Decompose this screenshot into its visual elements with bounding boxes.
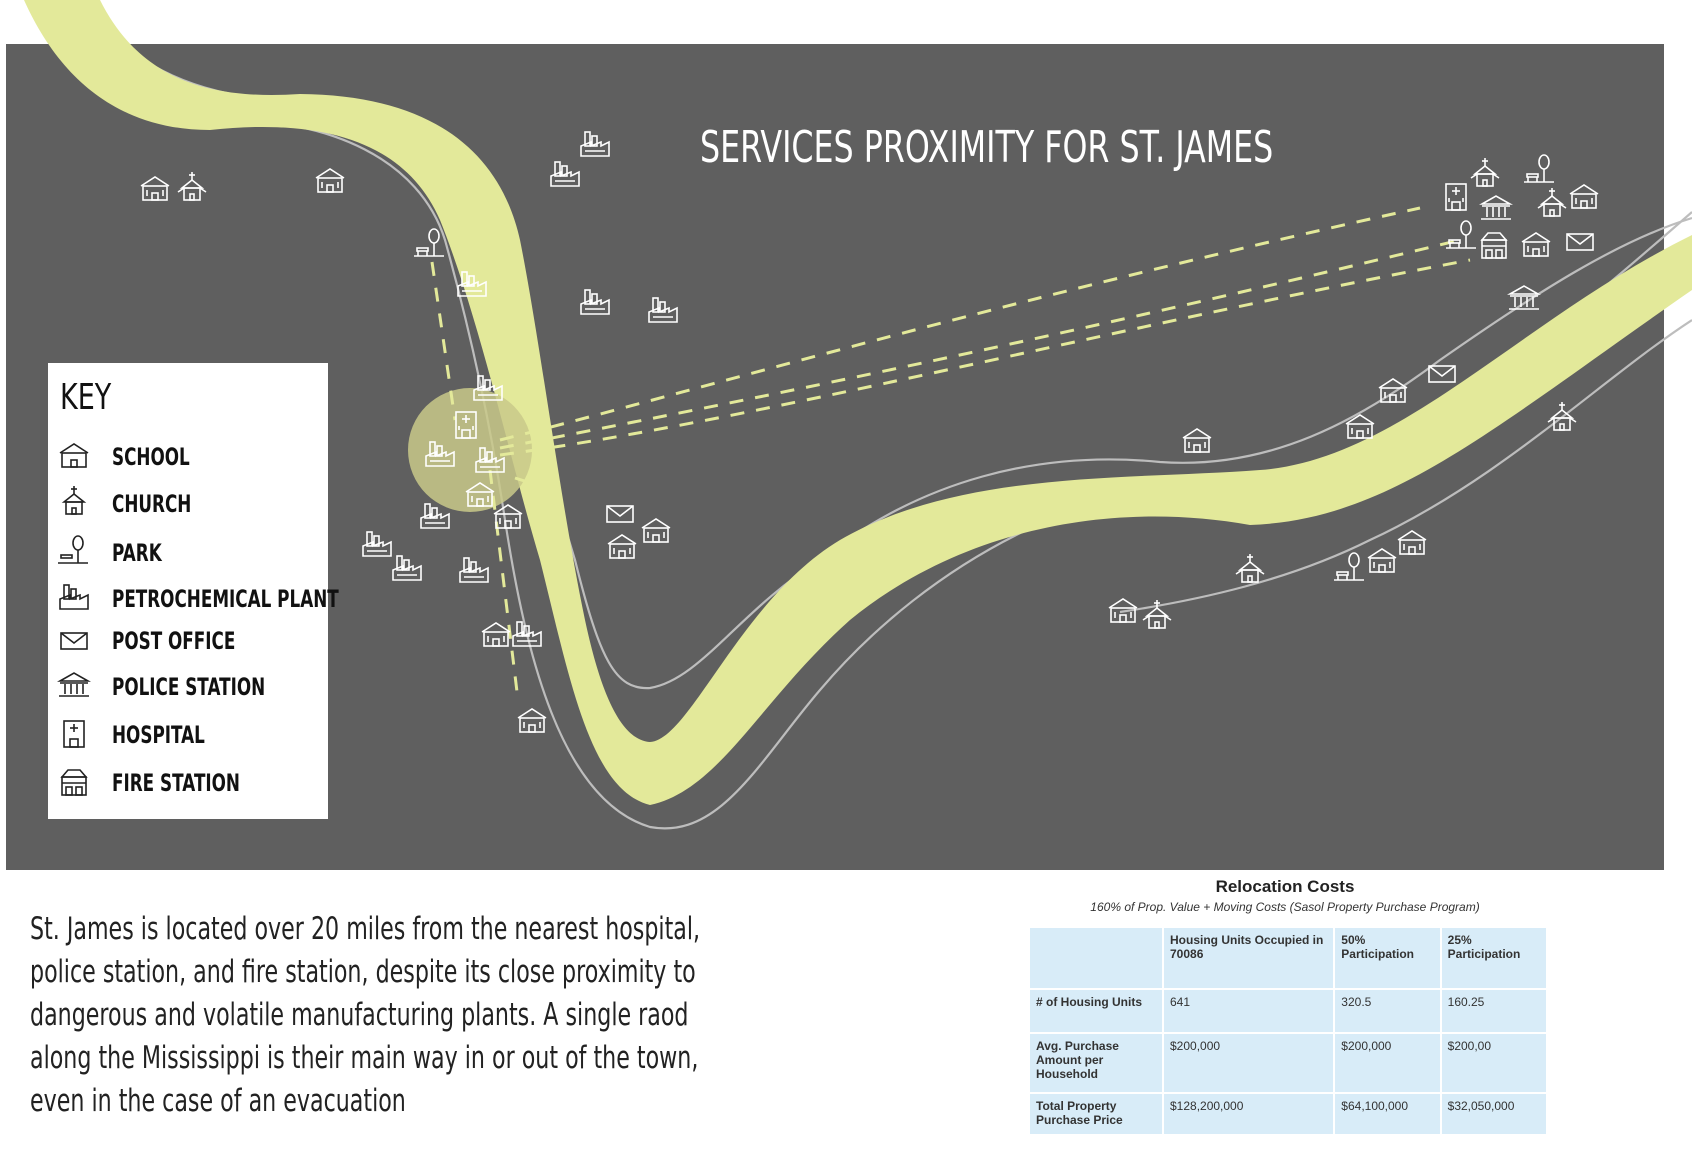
table-header-cell: 50% Participation	[1334, 927, 1440, 989]
key-label-post-office: POST OFFICE	[112, 627, 236, 655]
description-line: along the Mississippi is their main way in or out of the town,	[30, 1040, 699, 1076]
petrochemical-plant-icon	[421, 504, 449, 528]
table-cell: 320.5	[1334, 989, 1440, 1033]
relocation-table-subtitle: 160% of Prop. Value + Moving Costs (Sasol Property Purchase Program)	[1090, 900, 1480, 914]
church-icon	[1236, 554, 1264, 582]
petrochemical-plant-icon	[56, 581, 92, 617]
church-icon	[56, 486, 92, 522]
school-icon	[608, 535, 636, 558]
map-title: SERVICES PROXIMITY FOR ST. JAMES	[700, 122, 1274, 173]
description-line: police station, and fire station, despite its close proximity to	[30, 954, 696, 990]
school-icon	[642, 519, 670, 542]
distance-line-3	[500, 260, 1470, 455]
post-office-icon	[607, 506, 633, 522]
table-cell: $200,000	[1334, 1033, 1440, 1093]
petrochemical-plant-icon	[393, 556, 421, 580]
relocation-costs-table	[1028, 926, 1548, 1136]
park-icon	[414, 229, 444, 256]
table-row-header: Total Property Purchase Price	[1029, 1093, 1163, 1135]
map-key	[48, 363, 339, 819]
park-icon	[1334, 553, 1364, 580]
key-label-school: SCHOOL	[112, 443, 190, 471]
table-row-header: # of Housing Units	[1029, 989, 1163, 1033]
distance-line-1	[500, 208, 1420, 440]
key-label-hospital: HOSPITAL	[112, 721, 205, 749]
distance-line-2	[500, 240, 1460, 448]
school-icon	[316, 169, 344, 192]
fire-station-icon	[1482, 233, 1506, 258]
church-icon	[1538, 188, 1566, 216]
key-item-park	[56, 533, 326, 573]
key-item-petrochemical-plant	[56, 579, 339, 619]
key-label-church: CHURCH	[112, 490, 192, 518]
petrochemical-plant-icon	[581, 132, 609, 156]
police-station-icon	[56, 669, 92, 705]
petrochemical-plant-icon	[581, 290, 609, 314]
school-icon	[1522, 233, 1550, 256]
table-cell: $200,000	[1163, 1033, 1334, 1093]
school-icon	[1570, 185, 1598, 208]
table-row-header: Avg. Purchase Amount per Household	[1029, 1033, 1163, 1093]
table-header-cell: Housing Units Occupied in 70086	[1163, 927, 1334, 989]
key-label-park: PARK	[112, 539, 162, 567]
table-row	[1029, 1093, 1547, 1135]
park-icon	[1446, 221, 1476, 248]
map-icons	[141, 132, 1598, 732]
school-icon	[56, 439, 92, 475]
hospital-icon	[1446, 184, 1466, 210]
table-cell: $200,00	[1441, 1033, 1547, 1093]
table-header-cell	[1029, 927, 1163, 989]
park-icon	[56, 535, 92, 571]
description-line: dangerous and volatile manufacturing plants. A single raod	[30, 997, 689, 1033]
church-icon	[1471, 158, 1499, 186]
school-icon	[141, 177, 169, 200]
table-header-row	[1029, 927, 1547, 989]
table-header-cell: 25% Participation	[1441, 927, 1547, 989]
petrochemical-plant-icon	[460, 558, 488, 582]
table-cell: $64,100,000	[1334, 1093, 1440, 1135]
school-icon	[518, 709, 546, 732]
table-row	[1029, 1033, 1547, 1093]
school-icon	[1368, 549, 1396, 572]
key-label-fire-station: FIRE STATION	[112, 769, 241, 797]
key-item-fire-station	[56, 763, 326, 803]
school-icon	[494, 505, 522, 528]
table-cell: 160.25	[1441, 989, 1547, 1033]
key-item-church	[56, 484, 326, 524]
key-title: KEY	[60, 377, 112, 418]
petrochemical-plant-icon	[513, 622, 541, 646]
petrochemical-plant-icon	[363, 532, 391, 556]
table-cell: $32,050,000	[1441, 1093, 1547, 1135]
school-icon	[1398, 531, 1426, 554]
key-item-police-station	[56, 667, 326, 707]
key-item-school	[56, 437, 326, 477]
st-james-highlight-circle	[408, 388, 532, 512]
police-station-icon	[1481, 196, 1511, 219]
school-icon	[482, 623, 510, 646]
hospital-icon	[56, 717, 92, 753]
table-row	[1029, 989, 1547, 1033]
table-cell: 641	[1163, 989, 1334, 1033]
petrochemical-plant-icon	[551, 162, 579, 186]
post-office-icon	[1567, 234, 1593, 250]
school-icon	[1183, 429, 1211, 452]
distance-line-6	[490, 470, 518, 700]
church-icon	[178, 172, 206, 200]
fire-station-icon	[56, 765, 92, 801]
key-label-petrochemical-plant: PETROCHEMICAL PLANT	[112, 585, 339, 613]
relocation-table-title: Relocation Costs	[1215, 877, 1355, 896]
description-line: St. James is located over 20 miles from the nearest hospital,	[30, 911, 701, 947]
table-cell: $128,200,000	[1163, 1093, 1334, 1135]
post-office-icon	[56, 623, 92, 659]
description-line: even in the case of an evacuation	[30, 1083, 406, 1119]
description-paragraph	[30, 908, 701, 1123]
post-office-icon	[1429, 366, 1455, 382]
key-item-post-office	[56, 621, 326, 661]
key-item-hospital	[56, 715, 326, 755]
key-label-police-station: POLICE STATION	[112, 673, 266, 701]
petrochemical-plant-icon	[649, 298, 677, 322]
park-icon	[1524, 155, 1554, 182]
